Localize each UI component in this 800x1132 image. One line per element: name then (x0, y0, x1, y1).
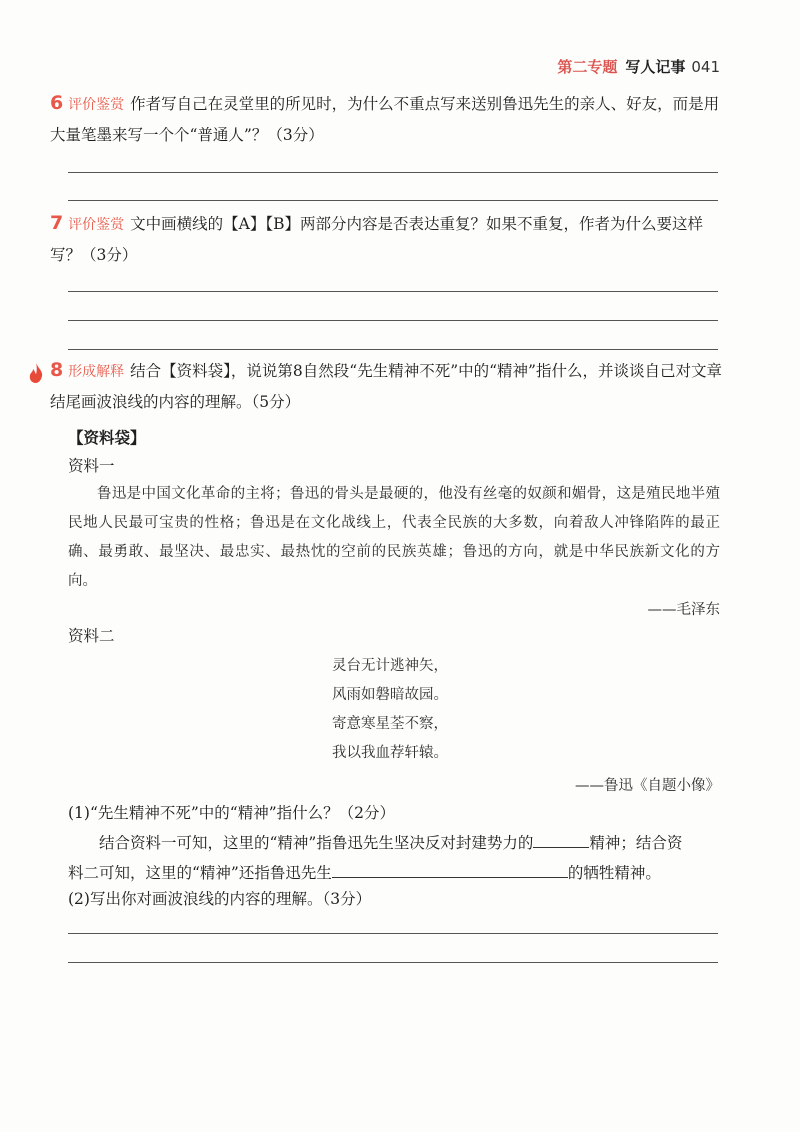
material-1-text: 鲁迅是中国文化革命的主将；鲁迅的骨头是最硬的，他没有丝毫的奴颜和媚骨，这是殖民地半殖民地人民最可宝贵的性格；鲁迅是在文化战线上，代表全民族的大多数，向着敌人冲锋陷阵的最正确、最勇敢、最坚决、最忠实、最热忱的空前的民族英雄；鲁迅的方向，就是中华民族新文化的方向。 (68, 486, 720, 589)
answer-line[interactable] (68, 320, 718, 321)
fill-text-c: 料二可知，这里的“精神”还指鲁迅先生 (68, 864, 332, 882)
page-number: 041 (691, 58, 720, 76)
answer-line[interactable] (68, 962, 718, 963)
question-6 (50, 88, 730, 150)
question-8-number: 8 (50, 359, 64, 381)
question-6-tag: 评价鉴赏 (68, 97, 125, 113)
poem (332, 652, 448, 768)
question-6-number: 6 (50, 92, 64, 114)
material-box-title: 【资料袋】 (68, 429, 146, 447)
header-section: 写人记事 (625, 58, 686, 76)
question-6-text: 作者写自己在灵堂里的所见时，为什么不重点写来送别鲁迅先生的亲人、好友，而是用大量笔墨来写一个个“普通人”？（3分） (50, 95, 720, 144)
question-8 (50, 355, 730, 417)
flame-icon (28, 363, 44, 383)
question-7-number: 7 (50, 212, 64, 234)
question-7-text: 文中画横线的【A】【B】两部分内容是否表达重复？如果不重复，作者为什么要这样写？（3分） (50, 215, 704, 264)
answer-line[interactable] (68, 200, 718, 201)
material-1-label: 资料一 (68, 457, 115, 475)
material-2-source: ——鲁迅《自题小像》 (575, 778, 720, 794)
blank-2[interactable] (332, 859, 568, 878)
header-topic: 第二专题 (557, 58, 618, 76)
material-1-source: ——毛泽东 (647, 602, 720, 618)
answer-line[interactable] (68, 291, 718, 292)
fill-text-b: 精神；结合资 (589, 834, 683, 852)
question-7-tag: 评价鉴赏 (68, 217, 125, 233)
poem-line: 灵台无计逃神矢， (332, 658, 448, 674)
answer-line[interactable] (68, 933, 718, 934)
page-header (557, 56, 720, 77)
question-8-text: 结合【资料袋】，说说第8自然段“先生精神不死”中的“精神”指什么，并谈谈自己对文章结尾画波浪线的内容的理解。（5分） (50, 362, 722, 411)
fill-text-d: 的牺牲精神。 (567, 864, 661, 882)
blank-1[interactable] (533, 829, 589, 848)
material-2-label: 资料二 (68, 627, 115, 645)
question-7 (50, 208, 730, 270)
answer-line[interactable] (68, 349, 718, 350)
poem-line: 我以我血荐轩辕。 (332, 745, 448, 761)
fill-text-a: 结合资料一可知，这里的“精神”指鲁迅先生坚决反对封建势力的 (99, 834, 534, 852)
sub-question-2: (2)写出你对画波浪线的内容的理解。（3分） (68, 890, 372, 908)
answer-line[interactable] (68, 172, 718, 173)
question-8-tag: 形成解释 (68, 364, 125, 380)
poem-line: 寄意寒星荃不察， (332, 716, 448, 732)
fill-in-sentence (68, 828, 720, 888)
poem-line: 风雨如磐暗故园。 (332, 687, 448, 703)
sub-question-1: (1)“先生精神不死”中的“精神”指什么？（2分） (68, 804, 396, 822)
